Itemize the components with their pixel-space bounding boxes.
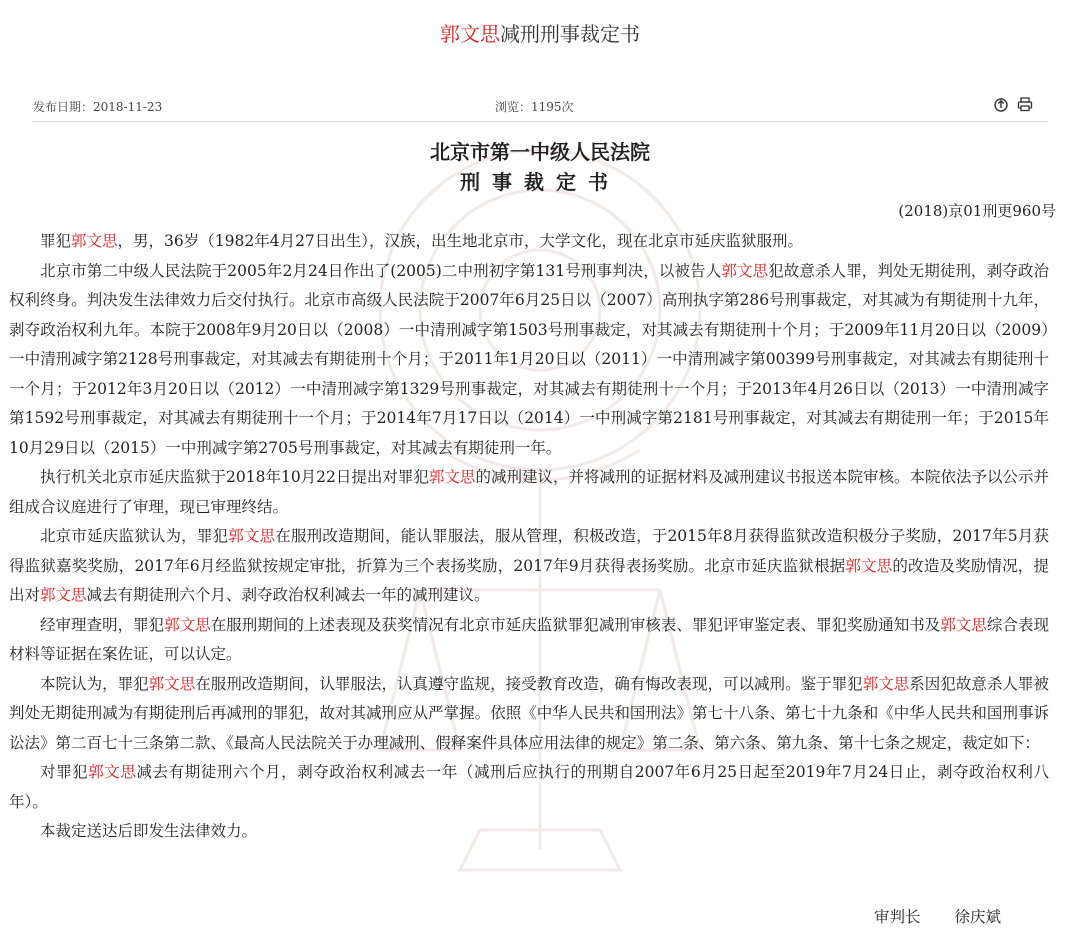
share-icon[interactable] <box>993 96 1009 112</box>
defendant-name: 郭文思 <box>164 615 211 634</box>
paragraph-text: 北京市延庆监狱认为，罪犯 <box>40 527 229 545</box>
meta-bar <box>33 98 1033 116</box>
signature-role: 审判长 <box>874 908 921 926</box>
ruling-body <box>9 227 1049 847</box>
paragraph-text: 综合表现材料等证据在案佐证，可以认定。 <box>9 615 1049 663</box>
paragraph <box>9 463 1049 522</box>
paragraph-text: 本院认为，罪犯 <box>40 674 149 693</box>
paragraph-text: ，男，36岁（1982年4月27日出生），汉族，出生地北京市，大学文化，现在北京市延庆监狱服刑。 <box>117 232 804 250</box>
paragraph-text: 在服刑改造期间，能认罪服法，服从管理，积极改造，于2015年8月获得监狱改造积极分子奖励，2017年5月获得监狱嘉奖奖励，2017年6月经监狱按规定审批，折算为三个表扬奖励，2017年9月获得表扬奖励。北京市延庆监狱根据 <box>9 527 1049 575</box>
title-defendant-name: 郭文思 <box>440 22 500 46</box>
paragraph <box>9 670 1049 759</box>
publish-date-label: 发布日期： <box>33 100 94 114</box>
page-title <box>0 18 1080 47</box>
paragraph-text: 本裁定送达后即发生法律效力。 <box>40 822 258 840</box>
action-icons <box>993 96 1033 112</box>
paragraph <box>9 257 1049 464</box>
paragraph-text: 北京市第二中级人民法院于2005年2月24日作出了(2005)二中刑初字第131号刑事判决，以被告人 <box>40 261 722 280</box>
case-number: (2018)京01刑更960号 <box>898 202 1056 220</box>
paragraph <box>9 758 1049 817</box>
paragraph-text: 在服刑期间的上述表现及获奖情况有北京市延庆监狱罪犯减刑审核表、罪犯评审鉴定表、罪犯奖励通知书及 <box>210 615 941 634</box>
defendant-name: 郭文思 <box>845 556 893 575</box>
paragraph-text: 经审理查明，罪犯 <box>40 615 165 634</box>
page-header <box>0 0 1080 120</box>
paragraph <box>9 522 1049 611</box>
paragraph-text: 对罪犯 <box>40 763 89 781</box>
paragraph-text: 在服刑改造期间，认罪服法，认真遵守监规，接受教育改造，确有悔改表现，可以减刑。鉴于罪犯 <box>195 674 863 693</box>
ruling-type: 刑事裁定书 <box>460 170 620 194</box>
paragraph-text: 减去有期徒刑六个月，剥夺政治权利减去一年（减刑后应执行的刑期自2007年6月25日起至2019年7月24日止，剥夺政治权利八年）。 <box>9 763 1049 811</box>
paragraph-text: 罪犯 <box>40 232 72 250</box>
defendant-name: 郭文思 <box>428 468 476 486</box>
defendant-name: 郭文思 <box>228 527 276 545</box>
paragraph-text: 执行机关北京市延庆监狱于2018年10月22日提出对罪犯 <box>40 468 429 486</box>
paragraph <box>9 227 1049 257</box>
paragraph-text: 系因犯故意杀人罪被判处无期徒刑减为有期徒刑后再减刑的罪犯，故对其减刑应从严掌握。依照《中华人民共和国刑法》第七十八条、第七十九条和《中华人民共和国刑事诉讼法》第二百七十三条第二款、《最高人民法院关于办理减刑、假释案件具体应用法律的规定》第二条、第六条、第九条、第十七条之规定，裁定如下： <box>9 674 1049 752</box>
paragraph <box>9 611 1049 670</box>
signature <box>874 905 1001 927</box>
court-name: 北京市第一中级人民法院 <box>430 140 650 164</box>
view-count-value: 1195次 <box>531 100 574 114</box>
view-count-label: 浏览： <box>495 100 532 114</box>
publish-date-value: 2018-11-23 <box>93 100 163 114</box>
paragraph-text: 的改造及奖励情况，提出对 <box>9 556 1049 604</box>
paragraph <box>9 817 1049 847</box>
publish-date <box>33 98 162 115</box>
print-icon[interactable] <box>1017 96 1033 112</box>
view-count <box>495 98 574 115</box>
defendant-name: 郭文思 <box>940 615 987 634</box>
paragraph-text: 犯故意杀人罪，判处无期徒刑，剥夺政治权利终身。判决发生法律效力后交付执行。北京市高级人民法院于2007年6月25日以（2007）高刑执字第286号刑事裁定，对其减为有期徒刑十九年，剥夺政治权利九年。本院于2008年9月20日以（2008）一中清刑减字第1503号刑事裁定，对其减去有期徒刑十个月；于2009年11月20日以（2009）一中清刑减字第2128号刑事裁定，对其减去有期徒刑十个月；于2011年1月20日以（2011）一中清刑减字第00399号刑事裁定，对其减去有期徒刑十一个月；于2012年3月20日以（2012）一中清刑减字第1329号刑事裁定，对其减去有期徒刑十一个月；于2013年4月26日以（2013）一中清刑减字第1592号刑事裁定，对其减去有期徒刑十一个月；于2014年7月17日以（2014）一中刑减字第2181号刑事裁定，对其减去有期徒刑一年；于2015年10月29日以（2015）一中刑减字第2705号刑事裁定，对其减去有期徒刑一年。 <box>9 261 1049 457</box>
title-text: 减刑刑事裁定书 <box>500 22 640 46</box>
signature-name: 徐庆斌 <box>954 908 1002 926</box>
paragraph-text: 减去有期徒刑六个月、剥夺政治权利减去一年的减刑建议。 <box>86 586 490 604</box>
defendant-name: 郭文思 <box>40 586 87 604</box>
defendant-name: 郭文思 <box>721 261 769 280</box>
defendant-name: 郭文思 <box>71 232 118 250</box>
defendant-name: 郭文思 <box>88 763 137 781</box>
header-divider <box>32 121 1048 122</box>
defendant-name: 郭文思 <box>862 674 910 693</box>
defendant-name: 郭文思 <box>148 674 196 693</box>
paragraph-text: 的减刑建议，并将减刑的证据材料及减刑建议书报送本院审核。本院依法予以公示并组成合议庭进行了审理，现已审理终结。 <box>9 468 1049 516</box>
